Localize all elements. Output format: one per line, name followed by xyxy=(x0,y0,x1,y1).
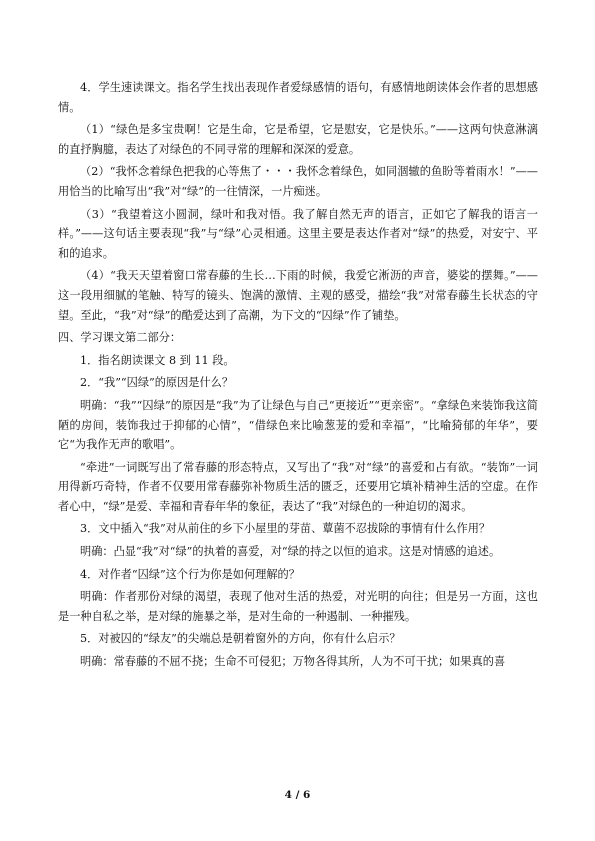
paragraph-question-4: 4．对作者“囚绿”这个行为你是如何理解的？ xyxy=(80,567,300,581)
paragraph-question-2: 2．“我”“囚绿”的原因是什么？ xyxy=(80,376,234,390)
paragraph-task-4: 4．学生速读课文。指名学生找出表现作者爱绿感情的语句，有感情地朗读体会作者的思想感情。 xyxy=(58,81,538,114)
paragraph-step-1: 1．指名朗读课文 8 到 11 段。 xyxy=(80,353,235,367)
paragraph-quote-1: （1）“绿色是多宝贵啊！它是生命，它是希望，它是慰安，它是快乐。”——这两句快意淋漓的直抒胸臆，表达了对绿色的不同寻常的理解和深深的爱意。 xyxy=(58,123,538,156)
paragraph-quote-3: （3）“我望着这小圆洞，绿叶和我对悟。我了解自然无声的语言，正如它了解我的语言一样。”——这句话主要表现“我”与“绿”心灵相通。这里主要是表达作者对“绿”的热爱，对安宁、平和的追求。 xyxy=(58,207,538,260)
paragraph-quote-2: （2）“我怀念着绿色把我的心等焦了・・・我怀念着绿色，如同涸辙的鱼盼等着雨水！”——用恰当的比喻写出“我”对“绿”的一往情深，一片痴迷。 xyxy=(58,165,538,198)
paragraph-answer-5: 明确：常春藤的不屈不挠；生命不可侵犯；万物各得其所，人为不可干扰；如果真的喜 xyxy=(80,655,506,669)
page-number: 4 / 6 xyxy=(284,789,311,801)
paragraph-question-3: 3．文中插入“我”对从前住的乡下小屋里的芽苗、蕈菌不忍拔除的事情有什么作用？ xyxy=(80,522,491,536)
paragraph-analysis: “牵进”一词既写出了常春藤的形态特点，又写出了“我”对“绿”的喜爱和占有欲。“装饰”一词用得新巧奇特，作者不仅要用常春藤弥补物质生活的匮乏，还要用它填补精神生活的空虚。在作者心中，“绿”是爱、幸福和青春年华的象征，表达了“我”对绿色的一种迫切的渴求。 xyxy=(58,460,538,513)
paragraph-answer-2: 明确：“我”“囚绿”的原因是“我”为了让绿色与自己“更接近”“更亲密”。“拿绿色来装饰我这简陋的房间，装饰我过于抑郁的心情”，“借绿色来比喻葱茏的爱和幸福”，“比喻猗郁的年华”，要它“为我作无声的歌唱”。 xyxy=(58,398,538,452)
paragraph-answer-3: 明确：凸显“我”对“绿”的执着的喜爱，对“绿的持之以恒的追求。这是对情感的追述。 xyxy=(80,545,501,559)
paragraph-answer-4: 明确：作者那份对绿的渴望，表现了他对生活的热爱，对光明的向往；但是另一方面，这也是一种自私之举，是对绿的施暴之举，是对生命的一种遏制、一种摧残。 xyxy=(58,590,538,623)
paragraph-question-5: 5．对被囚的“绿友”的尖端总是朝着窗外的方向，你有什么启示？ xyxy=(80,632,401,646)
document-body xyxy=(58,78,538,672)
paragraph-quote-4: （4）“我天天望着窗口常春藤的生长…下雨的时候，我爱它淅沥的声音，婆娑的摆舞。”——这一段用细腻的笔触、特写的镜头、饱满的激情、主观的感受，描绘“我”对常春藤生长状态的守望。至此，“我”对“绿”的酷爱达到了高潮，为下文的“囚绿”作了铺垫。 xyxy=(58,269,538,322)
section-heading-part-2: 四、学习课文第二部分： xyxy=(58,331,182,345)
